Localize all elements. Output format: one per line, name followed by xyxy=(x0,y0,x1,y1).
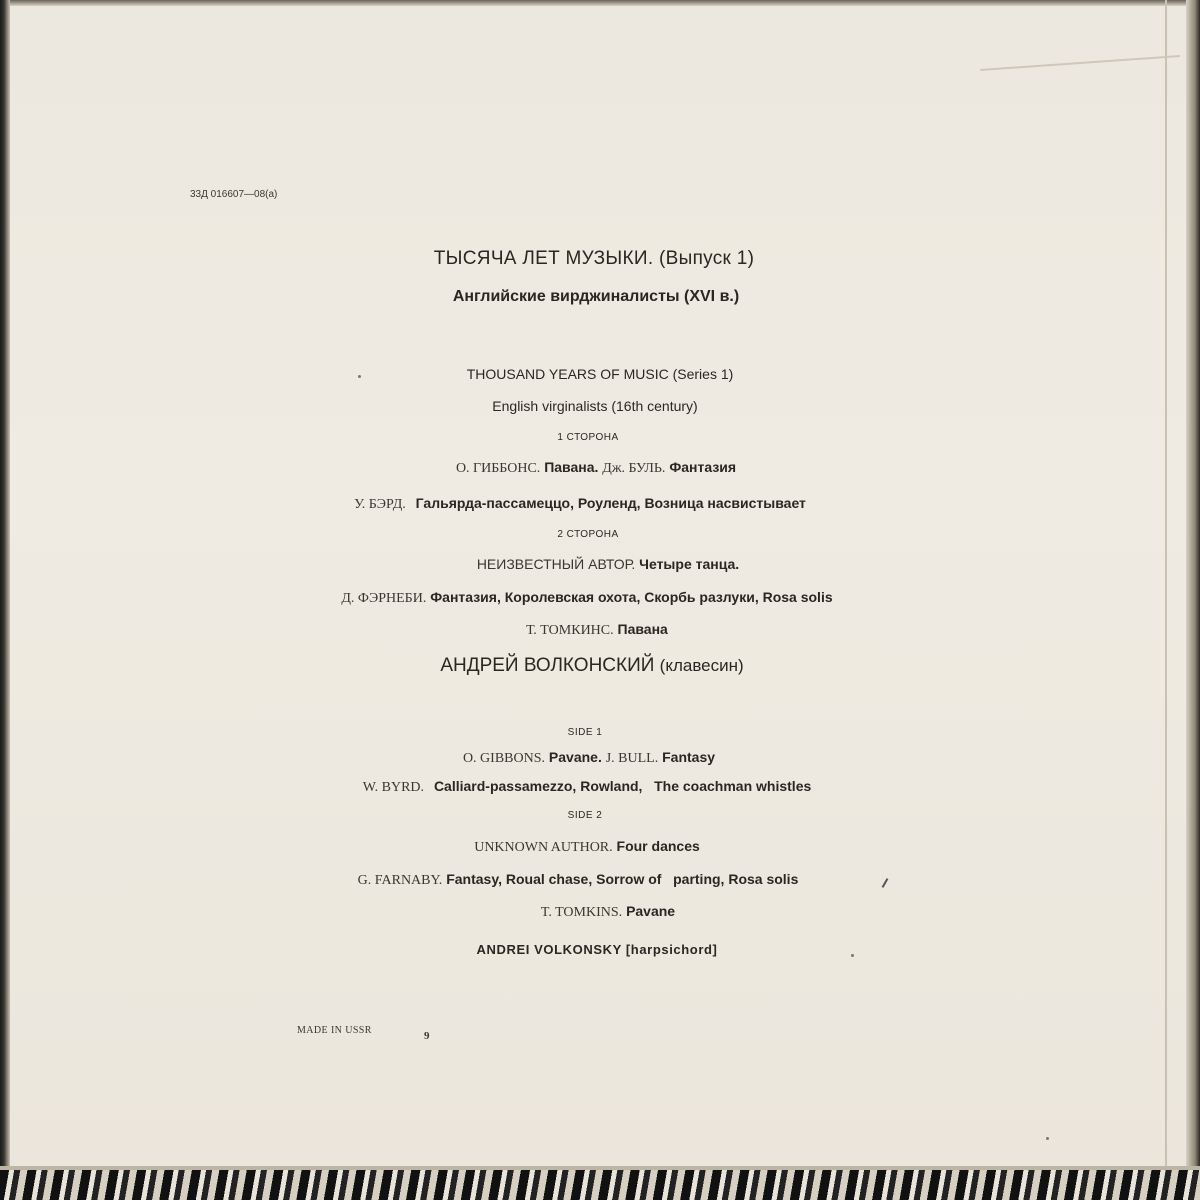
performer-ru xyxy=(0,655,1192,677)
side2-label-en: SIDE 2 xyxy=(567,810,603,821)
side1-line1-en xyxy=(0,749,1189,767)
composer-unknown-ru: НЕИЗВЕСТНЫЙ АВТОР. xyxy=(476,556,636,572)
page-number: 9 xyxy=(424,1030,430,1042)
composer-byrd-ru: У. БЭРД. xyxy=(354,497,406,512)
work-pavane-ru: Павана. xyxy=(544,459,599,475)
performer-name-ru: АНДРЕЙ ВОЛКОНСКИЙ xyxy=(440,655,655,676)
works-tomkins-en: Pavane xyxy=(626,903,676,919)
composer-unknown-en: UNKNOWN AUTHOR. xyxy=(474,840,613,855)
side1-line2-ru xyxy=(0,495,1180,513)
made-in-label: MADE IN USSR xyxy=(297,1025,372,1036)
sleeve-bottom-pattern xyxy=(0,1170,1200,1200)
works-byrd-en: Calliard-passamezzo, Rowland, The coachman whistles xyxy=(433,778,812,794)
composer-gibbons-ru: О. ГИББОНС. xyxy=(455,461,541,476)
title-en: THOUSAND YEARS OF MUSIC (Series 1) xyxy=(466,366,734,382)
side1-label-en: SIDE 1 xyxy=(567,727,603,738)
performer-instrument-ru: (клавесин) xyxy=(659,656,744,675)
composer-bull-ru: Дж. БУЛЬ. xyxy=(602,461,666,476)
side2-line1-en xyxy=(0,838,1187,856)
works-unknown-ru: Четыре танца. xyxy=(639,556,740,572)
side1-line2-en xyxy=(0,778,1187,796)
side2-line3-en xyxy=(8,903,1200,921)
composer-bull-en: J. BULL. xyxy=(605,751,659,766)
side1-line1-ru xyxy=(0,459,1196,477)
works-unknown-en: Four dances xyxy=(616,838,700,854)
side2-line3-ru xyxy=(0,621,1197,639)
works-byrd-ru: Гальярда-пассамеццо, Роуленд, Возница насвистывает xyxy=(415,495,806,511)
side2-line2-en xyxy=(0,871,1178,889)
performer-en: ANDREI VOLKONSKY [harpsichord] xyxy=(476,942,718,957)
side2-label-ru: 2 СТОРОНА xyxy=(557,529,619,540)
composer-byrd-en: W. BYRD. xyxy=(362,780,425,795)
work-pavane-en: Pavane. xyxy=(548,749,602,765)
side2-line1-ru xyxy=(8,556,1200,572)
side2-line2-ru xyxy=(0,589,1187,607)
works-farnaby-ru: Фантазия, Королевская охота, Скорбь разлуки, Rosa solis xyxy=(430,589,833,605)
speck xyxy=(851,954,854,957)
composer-farnaby-ru: Д. ФЭРНЕБИ. xyxy=(341,591,427,606)
speck xyxy=(1046,1137,1049,1140)
side1-label-ru: 1 СТОРОНА xyxy=(557,432,619,443)
sleeve-flap-crease xyxy=(980,55,1180,71)
subtitle-ru: Английские вирджиналисты (XVI в.) xyxy=(452,288,740,305)
sleeve-top-edge xyxy=(0,0,1200,6)
sleeve-fold-line xyxy=(1165,0,1167,1170)
composer-tomkins-en: T. TOMKINS. xyxy=(540,905,623,920)
sleeve-right-edge xyxy=(1186,0,1200,1200)
composer-farnaby-en: G. FARNABY. xyxy=(357,873,443,888)
subtitle-en: English virginalists (16th century) xyxy=(492,398,698,414)
catalog-number: 33Д 016607—08(а) xyxy=(190,189,278,200)
works-tomkins-ru: Павана xyxy=(617,621,668,637)
works-farnaby-en: Fantasy, Roual chase, Sorrow of parting, Rosa solis xyxy=(446,871,799,887)
title-ru: ТЫСЯЧА ЛЕТ МУЗЫКИ. (Выпуск 1) xyxy=(433,248,755,269)
composer-gibbons-en: O. GIBBONS. xyxy=(462,751,546,766)
composer-tomkins-ru: Т. ТОМКИНС. xyxy=(526,623,614,638)
speck xyxy=(358,375,361,378)
work-fantasy-en: Fantasy xyxy=(662,749,716,765)
work-fantasy-ru: Фантазия xyxy=(669,459,737,475)
